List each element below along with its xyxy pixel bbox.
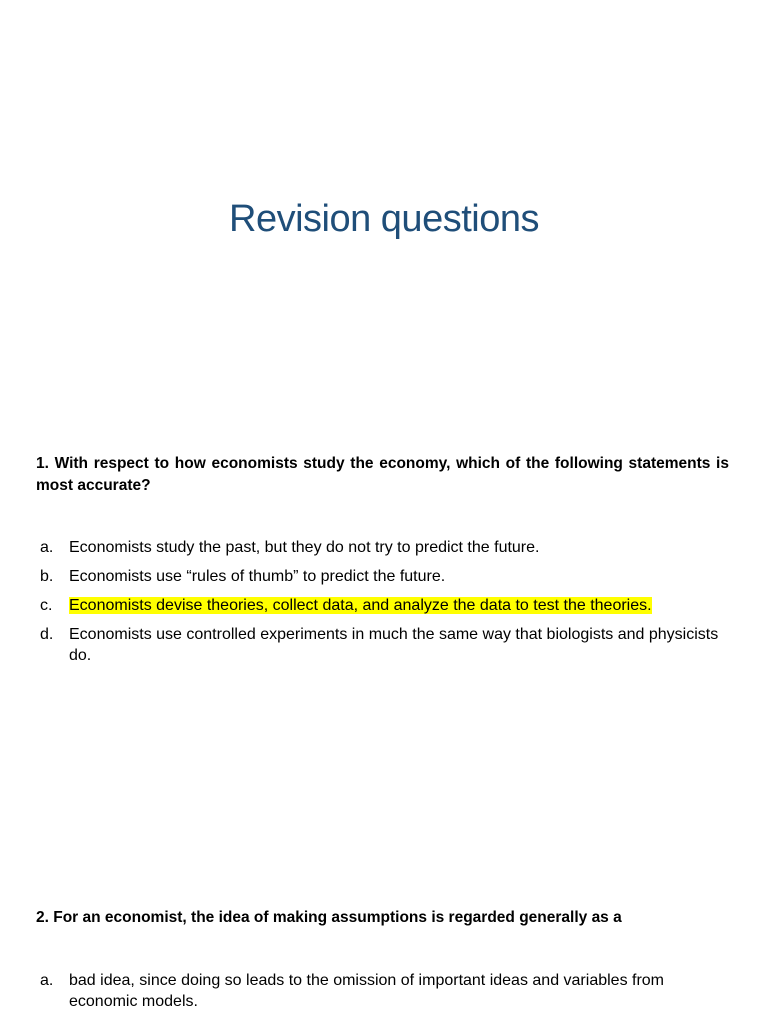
option-text: Economists use controlled experiments in much the same way that biologists and physicists do. — [69, 626, 719, 664]
question-2-text: 2. For an economist, the idea of making assumptions is regarded generally as a — [36, 909, 622, 926]
option-text: bad idea, since doing so leads to the omission of important ideas and variables from economic models. — [69, 972, 665, 1010]
question-1-text: 1. With respect to how economists study the economy, which of the following statements is most accurate? — [36, 455, 729, 494]
highlighted-option-text: Economists devise theories, collect data, and analyze the data to test the theories. — [69, 597, 652, 614]
option-item — [36, 624, 736, 666]
option-item-highlighted — [36, 595, 736, 616]
option-letter: d. — [40, 626, 54, 643]
option-letter: b. — [40, 568, 54, 585]
option-item — [36, 537, 736, 558]
page-title: Revision questions — [229, 198, 539, 241]
option-letter: a. — [40, 972, 54, 989]
question-1-options — [36, 537, 736, 674]
option-text: Economists use “rules of thumb” to predict the future. — [69, 568, 446, 585]
option-letter: c. — [40, 597, 53, 614]
option-item — [36, 970, 736, 1012]
option-text: Economists study the past, but they do not try to predict the future. — [69, 539, 540, 556]
question-2-options — [36, 970, 736, 1020]
option-letter: a. — [40, 539, 54, 556]
option-item — [36, 566, 736, 587]
